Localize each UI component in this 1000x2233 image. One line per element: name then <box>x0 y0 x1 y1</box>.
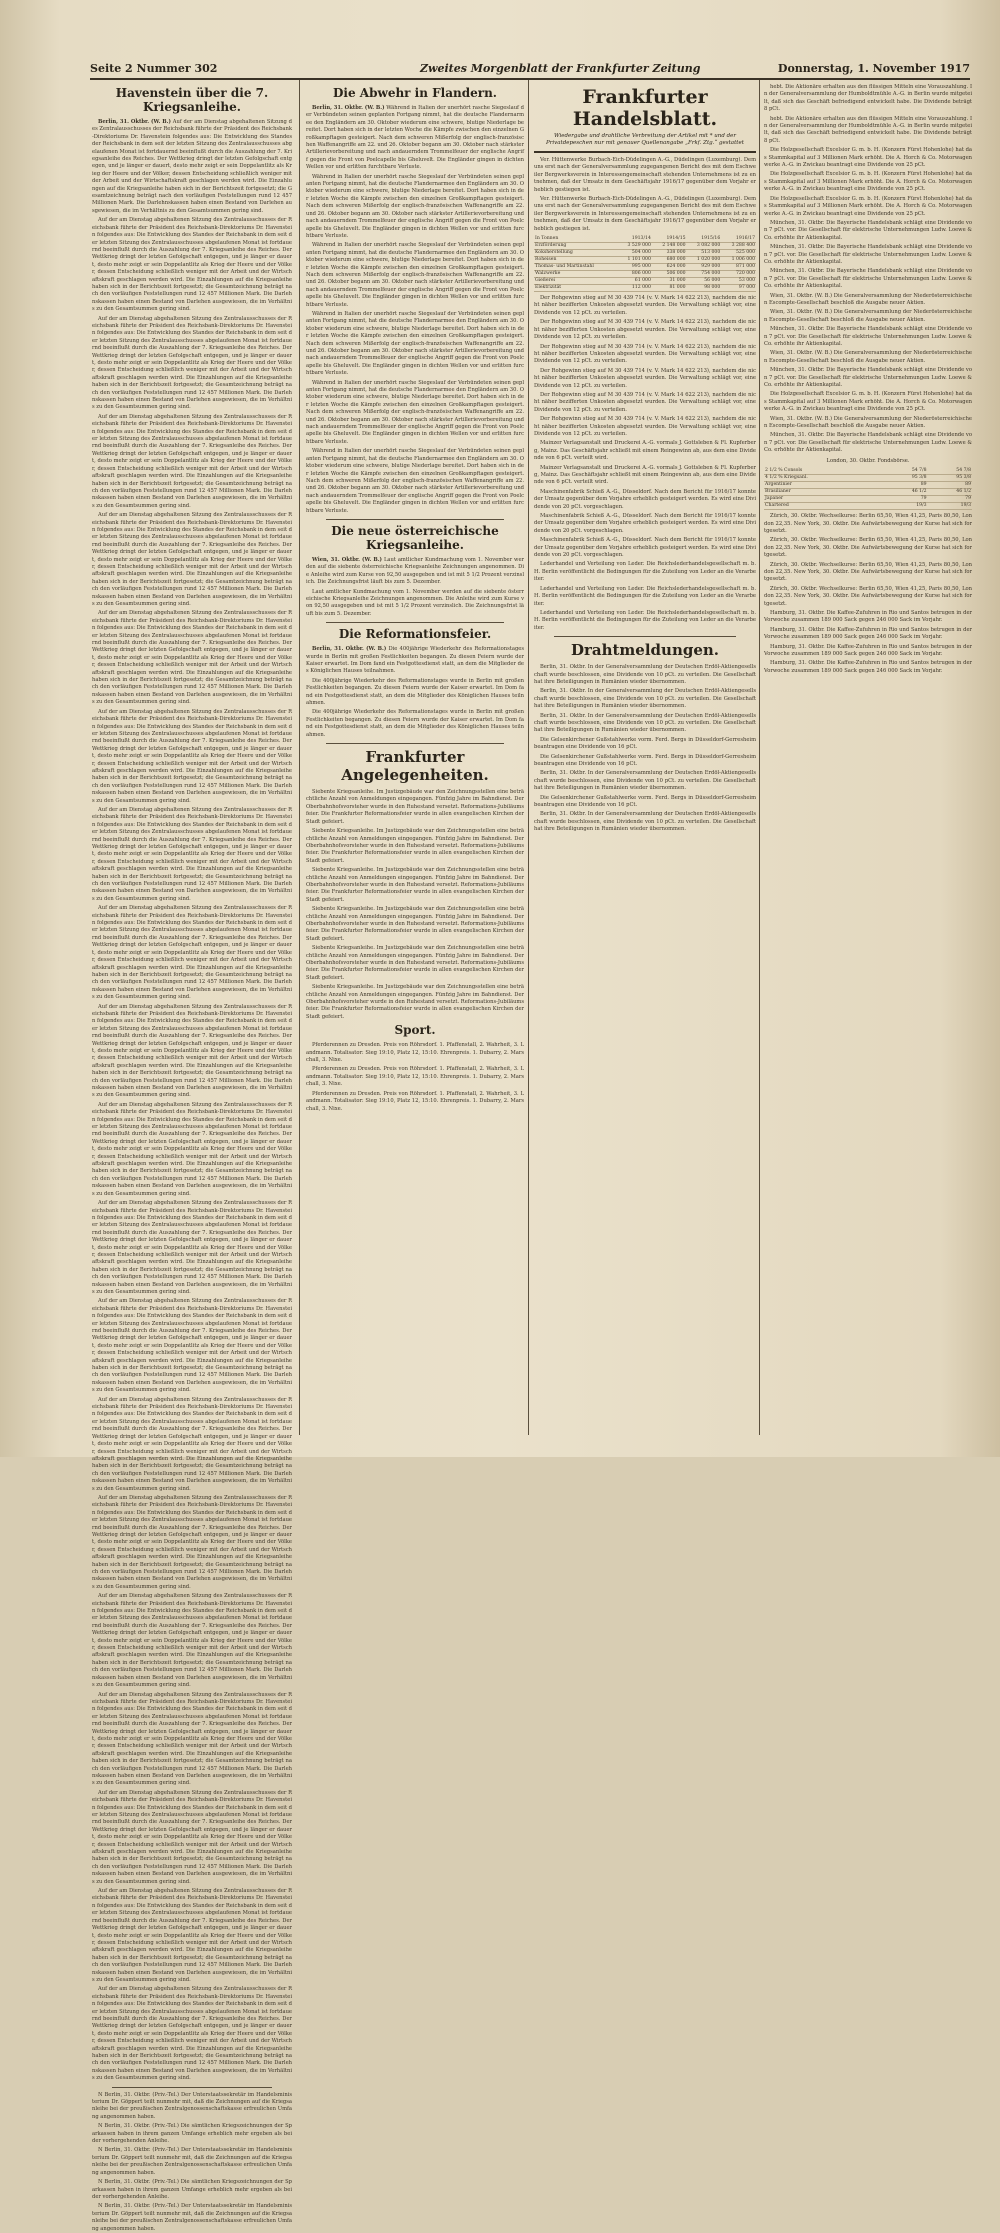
table-row <box>534 271 756 278</box>
table-cell: 46 1/2 <box>928 489 972 496</box>
article-body: Berlin, 31. Oktbr. (W. B.) Während in Italien der unerhört rasche Siegeslauf der Verbündeten seinen geplanten Fortgang nimmt, hat die deutsche Flandernarmee den Engländern am 30. Oktober wiederum eine schwere, blutige Niederlage bereitet. Dort haben sich in der letzten Woche die Kämpfe zwischen den einzelnen Großkampftagen gesteigert. Nach dem schweren Mißerfolg der englisch-französischen Waffenangriffe am 22. und 26. Oktober begann am 30. Oktober nach stärkster Artillerievorbereitung und nach andauerndem Trommelfeuer der englische Angriff gegen die Front von Poelcapelle bis Gheluvelt. Die Engländer gingen in dichten Wellen vor und erlitten furchtbare Verluste. Während in Italien der unerhört rasche Siegeslauf der Verbündeten seinen geplanten Fortgang nimmt, hat die deutsche Flandernarmee den Engländern am 30. Oktober wiederum eine schwere, blutige Niederlage bereitet. Dort haben sich in der letzten Woche die Kämpfe zwischen den einzelnen Großkampftagen gesteigert. Nach dem schweren Mißerfolg der englisch-französischen Waffenangriffe am 22. und 26. Oktober begann am 30. Oktober nach stärkster Artillerievorbereitung und nach andauerndem Trommelfeuer der englische Angriff gegen die Front von Poelcapelle bis Gheluvelt. Die Engländer gingen in dichten Wellen vor und erlitten furchtbare Verluste. Während in Italien der unerhört rasche Siegeslauf der Verbündeten seinen geplanten Fortgang nimmt, hat die deutsche Flandernarmee den Engländern am 30. Oktober wiederum eine schwere, blutige Niederlage bereitet. Dort haben sich in der letzten Woche die Kämpfe zwischen den einzelnen Großkampftagen gesteigert. Nach dem schweren Mißerfolg der englisch-französischen Waffenangriffe am 22. und 26. Oktober begann am 30. Oktober nach stärkster Artillerievorbereitung und nach andauerndem Trommelfeuer der englische Angriff gegen die Front von Poelcapelle bis Gheluvelt. Die Engländer gingen in dichten Wellen vor und erlitten furchtbare Verluste. Während in Italien der unerhört rasche Siegeslauf der Verbündeten seinen geplanten Fortgang nimmt, hat die deutsche Flandernarmee den Engländern am 30. Oktober wiederum eine schwere, blutige Niederlage bereitet. Dort haben sich in der letzten Woche die Kämpfe zwischen den einzelnen Großkampftagen gesteigert. Nach dem schweren Mißerfolg der englisch-französischen Waffenangriffe am 22. und 26. Oktober begann am 30. Oktober nach stärkster Artillerievorbereitung und nach andauerndem Trommelfeuer der englische Angriff gegen die Front von Poelcapelle bis Gheluvelt. Die Engländer gingen in dichten Wellen vor und erlitten furchtbare Verluste. Während in Italien der unerhört rasche Siegeslauf der Verbündeten seinen geplanten Fortgang nimmt, hat die deutsche Flandernarmee den Engländern am 30. Oktober wiederum eine schwere, blutige Niederlage bereitet. Dort haben sich in der letzten Woche die Kämpfe zwischen den einzelnen Großkampftagen gesteigert. Nach dem schweren Mißerfolg der englisch-französischen Waffenangriffe am 22. und 26. Oktober begann am 30. Oktober nach stärkster Artillerievorbereitung und nach andauerndem Trommelfeuer der englische Angriff gegen die Front von Poelcapelle bis Gheluvelt. Die Engländer gingen in dichten Wellen vor und erlitten furchtbare Verluste. Während in Italien der unerhört rasche Siegeslauf der Verbündeten seinen geplanten Fortgang nimmt, hat die deutsche Flandernarmee den Engländern am 30. Oktober wiederum eine schwere, blutige Niederlage bereitet. Dort haben sich in der letzten Woche die Kämpfe zwischen den einzelnen Großkampftagen gesteigert. Nach dem schweren Mißerfolg der englisch-französischen Waffenangriffe am 22. und 26. Oktober begann am 30. Oktober nach stärkster Artillerievorbereitung und nach andauerndem Trommelfeuer der englische Angriff gegen die Front von Poelcapelle bis Gheluvelt. Die Engländer gingen in dichten Wellen vor und erlitten furchtbare Verluste. <box>306 105 525 514</box>
issue-date: Donnerstag, 1. November 1917 <box>777 62 970 75</box>
table-header-cell: 1914/15 <box>652 236 687 243</box>
newspaper-masthead: Zweites Morgenblatt der Frankfurter Zeitung <box>420 62 701 75</box>
table-cell: 929 000 <box>687 264 722 271</box>
table-cell: 338 000 <box>652 250 687 257</box>
table-header-cell: In Tonnen <box>534 236 617 243</box>
table-cell: 53 000 <box>721 278 756 285</box>
table-cell: 89 <box>883 482 927 489</box>
column-1 <box>92 84 292 2232</box>
table-cell: 95 3/8 <box>883 475 927 482</box>
table-cell: 46 1/2 <box>883 489 927 496</box>
article-headline: Die Abwehr in Flandern. <box>333 86 497 100</box>
table-cell: 871 000 <box>721 264 756 271</box>
table-cell: Brasilianer <box>764 489 883 496</box>
table-cell: 79 <box>883 496 927 503</box>
article-body: Siebente Kriegsanleihe. Im Justizgebäude war den Zeichnungsstellen eine beträchtliche Anzahl von Anmeldungen eingegangen. Fünfzig Jahre im Bahndienst. Der Oberbahnhofsvorsteher wurde in den Ruhestand versetzt. Reformations-Jubiläumsfeier. Die Frankfurter Reformationsfeier wurde in allen evangelischen Kirchen der Stadt gefeiert. Siebente Kriegsanleihe. Im Justizgebäude war den Zeichnungsstellen eine beträchtliche Anzahl von Anmeldungen eingegangen. Fünfzig Jahre im Bahndienst. Der Oberbahnhofsvorsteher wurde in den Ruhestand versetzt. Reformations-Jubiläumsfeier. Die Frankfurter Reformationsfeier wurde in allen evangelischen Kirchen der Stadt gefeiert. Siebente Kriegsanleihe. Im Justizgebäude war den Zeichnungsstellen eine beträchtliche Anzahl von Anmeldungen eingegangen. Fünfzig Jahre im Bahndienst. Der Oberbahnhofsvorsteher wurde in den Ruhestand versetzt. Reformations-Jubiläumsfeier. Die Frankfurter Reformationsfeier wurde in allen evangelischen Kirchen der Stadt gefeiert. Siebente Kriegsanleihe. Im Justizgebäude war den Zeichnungsstellen eine beträchtliche Anzahl von Anmeldungen eingegangen. Fünfzig Jahre im Bahndienst. Der Oberbahnhofsvorsteher wurde in den Ruhestand versetzt. Reformations-Jubiläumsfeier. Die Frankfurter Reformationsfeier wurde in allen evangelischen Kirchen der Stadt gefeiert. Siebente Kriegsanleihe. Im Justizgebäude war den Zeichnungsstellen eine beträchtliche Anzahl von Anmeldungen eingegangen. Fünfzig Jahre im Bahndienst. Der Oberbahnhofsvorsteher wurde in den Ruhestand versetzt. Reformations-Jubiläumsfeier. Die Frankfurter Reformationsfeier wurde in allen evangelischen Kirchen der Stadt gefeiert. Siebente Kriegsanleihe. Im Justizgebäude war den Zeichnungsstellen eine beträchtliche Anzahl von Anmeldungen eingegangen. Fünfzig Jahre im Bahndienst. Der Oberbahnhofsvorsteher wurde in den Ruhestand versetzt. Reformations-Jubiläumsfeier. Die Frankfurter Reformationsfeier wurde in allen evangelischen Kirchen der Stadt gefeiert. <box>306 789 524 1020</box>
article-body: Der Rohgewinn stieg auf M 30 439 714 (v. V. Mark 14 622 213), nachdem die nicht näher bezifferten Unkosten abgesetzt wurden. Die Verwaltung schlägt vor, eine Dividende von 12 pCt. zu verteilen. Der Rohgewinn stieg auf M 30 439 714 (v. V. Mark 14 622 213), nachdem die nicht näher bezifferten Unkosten abgesetzt wurden. Die Verwaltung schlägt vor, eine Dividende von 12 pCt. zu verteilen. Der Rohgewinn stieg auf M 30 439 714 (v. V. Mark 14 622 213), nachdem die nicht näher bezifferten Unkosten abgesetzt wurden. Die Verwaltung schlägt vor, eine Dividende von 12 pCt. zu verteilen. Der Rohgewinn stieg auf M 30 439 714 (v. V. Mark 14 622 213), nachdem die nicht näher bezifferten Unkosten abgesetzt wurden. Die Verwaltung schlägt vor, eine Dividende von 12 pCt. zu verteilen. Der Rohgewinn stieg auf M 30 439 714 (v. V. Mark 14 622 213), nachdem die nicht näher bezifferten Unkosten abgesetzt wurden. Die Verwaltung schlägt vor, eine Dividende von 12 pCt. zu verteilen. Der Rohgewinn stieg auf M 30 439 714 (v. V. Mark 14 622 213), nachdem die nicht näher bezifferten Unkosten abgesetzt wurden. Die Verwaltung schlägt vor, eine Dividende von 12 pCt. zu verteilen. Mainzer Verlagsanstalt und Druckerei A.-G. vormals J. Gottsleben & Fl. Kupferberg, Mainz. Das Geschäftsjahr schließt mit einem Reingewinn ab, aus dem eine Dividende von 6 pCt. verteilt wird. Mainzer Verlagsanstalt und Druckerei A.-G. vormals J. Gottsleben & Fl. Kupferberg, Mainz. Das Geschäftsjahr schließt mit einem Reingewinn ab, aus dem eine Dividende von 6 pCt. verteilt wird. Maschinenfabrik Schieß A.-G., Düsseldorf. Nach dem Bericht für 1916/17 konnte der Umsatz gegenüber dem Vorjahre erheblich gesteigert werden. Es wird eine Dividende von 20 pCt. vorgeschlagen. Maschinenfabrik Schieß A.-G., Düsseldorf. Nach dem Bericht für 1916/17 konnte der Umsatz gegenüber dem Vorjahre erheblich gesteigert werden. Es wird eine Dividende von 20 pCt. vorgeschlagen. Maschinenfabrik Schieß A.-G., Düsseldorf. Nach dem Bericht für 1916/17 konnte der Umsatz gegenüber dem Vorjahre erheblich gesteigert werden. Es wird eine Dividende von 20 pCt. vorgeschlagen. Lederhandel und Verteilung von Leder. Die Reichslederhandelsgesellschaft m. b. H. Berlin veröffentlicht die Bedingungen für die Zuteilung von Leder an die Verarbeiter. Lederhandel und Verteilung von Leder. Die Reichslederhandelsgesellschaft m. b. H. Berlin veröffentlicht die Bedingungen für die Zuteilung von Leder an die Verarbeiter. Lederhandel und Verteilung von Leder. Die Reichslederhandelsgesellschaft m. b. H. Berlin veröffentlicht die Bedingungen für die Zuteilung von Leder an die Verarbeiter. <box>534 295 756 631</box>
article-body: Berlin, 31. Oktbr. (W. B.) Auf der am Dienstag abgehaltenen Sitzung des Zentralausschusses der Reichsbank führte der Präsident des Reichsbank-Direktoriums Dr. Havenstein folgendes aus: Die Entwicklung des Standes der Reichsbank in dem seit der letzten Sitzung des Zentralausschusses abgelaufenen Monat ist fortdauernd beeinflußt durch die Auszahlung der 7. Kriegsanleihe des Reiches. Der Wettkrieg dringt der letzten Gefolgschaft entgegen, und je länger er dauert, desto mehr zeigt er sein Doppelantlitz als Krieg der Heere und der Völker, dessen Entscheidung schließlich weniger mit der Arbeit und der Wirtschaftskraft geschlagen werden wird. Die Einzahlungen auf die Kriegsanleihe haben sich in der Berichtszeit fortgesetzt; die Gesamtzeichnung beträgt nach den vorläufigen Feststellungen rund 12 457 Millionen Mark. Die Darlehnskassen haben einen Bestand von Darlehen ausgewiesen, die im Verhältnis zu den Gesamtsummen gering sind. Auf der am Dienstag abgehaltenen Sitzung des Zentralausschusses der Reichsbank führte der Präsident des Reichsbank-Direktoriums Dr. Havenstein folgendes aus: Die Entwicklung des Standes der Reichsbank in dem seit der letzten Sitzung des Zentralausschusses abgelaufenen Monat ist fortdauernd beeinflußt durch die Auszahlung der 7. Kriegsanleihe des Reiches. Der Wettkrieg dringt der letzten Gefolgschaft entgegen, und je länger er dauert, desto mehr zeigt er sein Doppelantlitz als Krieg der Heere und der Völker, dessen Entscheidung schließlich weniger mit der Arbeit und der Wirtschaftskraft geschlagen werden wird. Die Einzahlungen auf die Kriegsanleihe haben sich in der Berichtszeit fortgesetzt; die Gesamtzeichnung beträgt nach den vorläufigen Feststellungen rund 12 457 Millionen Mark. Die Darlehnskassen haben einen Bestand von Darlehen ausgewiesen, die im Verhältnis zu den Gesamtsummen gering sind. Auf der am Dienstag abgehaltenen Sitzung des Zentralausschusses der Reichsbank führte der Präsident des Reichsbank-Direktoriums Dr. Havenstein folgendes aus: Die Entwicklung des Standes der Reichsbank in dem seit der letzten Sitzung des Zentralausschusses abgelaufenen Monat ist fortdauernd beeinflußt durch die Auszahlung der 7. Kriegsanleihe des Reiches. Der Wettkrieg dringt der letzten Gefolgschaft entgegen, und je länger er dauert, desto mehr zeigt er sein Doppelantlitz als Krieg der Heere und der Völker, dessen Entscheidung schließlich weniger mit der Arbeit und der Wirtschaftskraft geschlagen werden wird. Die Einzahlungen auf die Kriegsanleihe haben sich in der Berichtszeit fortgesetzt; die Gesamtzeichnung beträgt nach den vorläufigen Feststellungen rund 12 457 Millionen Mark. Die Darlehnskassen haben einen Bestand von Darlehen ausgewiesen, die im Verhältnis zu den Gesamtsummen gering sind. Auf der am Dienstag abgehaltenen Sitzung des Zentralausschusses der Reichsbank führte der Präsident des Reichsbank-Direktoriums Dr. Havenstein folgendes aus: Die Entwicklung des Standes der Reichsbank in dem seit der letzten Sitzung des Zentralausschusses abgelaufenen Monat ist fortdauernd beeinflußt durch die Auszahlung der 7. Kriegsanleihe des Reiches. Der Wettkrieg dringt der letzten Gefolgschaft entgegen, und je länger er dauert, desto mehr zeigt er sein Doppelantlitz als Krieg der Heere und der Völker, dessen Entscheidung schließlich weniger mit der Arbeit und der Wirtschaftskraft geschlagen werden wird. Die Einzahlungen auf die Kriegsanleihe haben sich in der Berichtszeit fortgesetzt; die Gesamtzeichnung beträgt nach den vorläufigen Feststellungen rund 12 457 Millionen Mark. Die Darlehnskassen haben einen Bestand von Darlehen ausgewiesen, die im Verhältnis zu den Gesamtsummen gering sind. Auf der am Dienstag abgehaltenen Sitzung des Zentralausschusses der Reichsbank führte der Präsident des Reichsbank-Direktoriums Dr. Havenstein folgendes aus: Die Entwicklung des Standes der Reichsbank in dem seit der letzten Sitzung des Zentralausschusses abgelaufenen Monat ist fortdauernd beeinflußt durch die Auszahlung der 7. Kriegsanleihe des Reiches. Der Wettkrieg dringt der letzten Gefolgschaft entgegen, und je länger er dauert, desto mehr zeigt er sein Doppelantlitz als Krieg der Heere und der Völker, dessen Entscheidung schließlich weniger mit der Arbeit und der Wirtschaftskraft geschlagen werden wird. Die Einzahlungen auf die Kriegsanleihe haben sich in der Berichtszeit fortgesetzt; die Gesamtzeichnung beträgt nach den vorläufigen Feststellungen rund 12 457 Millionen Mark. Die Darlehnskassen haben einen Bestand von Darlehen ausgewiesen, die im Verhältnis zu den Gesamtsummen gering sind. Auf der am Dienstag abgehaltenen Sitzung des Zentralausschusses der Reichsbank führte der Präsident des Reichsbank-Direktoriums Dr. Havenstein folgendes aus: Die Entwicklung des Standes der Reichsbank in dem seit der letzten Sitzung des Zentralausschusses abgelaufenen Monat ist fortdauernd beeinflußt durch die Auszahlung der 7. Kriegsanleihe des Reiches. Der Wettkrieg dringt der letzten Gefolgschaft entgegen, und je länger er dauert, desto mehr zeigt er sein Doppelantlitz als Krieg der Heere und der Völker, dessen Entscheidung schließlich weniger mit der Arbeit und der Wirtschaftskraft geschlagen werden wird. Die Einzahlungen auf die Kriegsanleihe haben sich in der Berichtszeit fortgesetzt; die Gesamtzeichnung beträgt nach den vorläufigen Feststellungen rund 12 457 Millionen Mark. Die Darlehnskassen haben einen Bestand von Darlehen ausgewiesen, die im Verhältnis zu den Gesamtsummen gering sind. Auf der am Dienstag abgehaltenen Sitzung des Zentralausschusses der Reichsbank führte der Präsident des Reichsbank-Direktoriums Dr. Havenstein folgendes aus: Die Entwicklung des Standes der Reichsbank in dem seit der letzten Sitzung des Zentralausschusses abgelaufenen Monat ist fortdauernd beeinflußt durch die Auszahlung der 7. Kriegsanleihe des Reiches. Der Wettkrieg dringt der letzten Gefolgschaft entgegen, und je länger er dauert, desto mehr zeigt er sein Doppelantlitz als Krieg der Heere und der Völker, dessen Entscheidung schließlich weniger mit der Arbeit und der Wirtschaftskraft geschlagen werden wird. Die Einzahlungen auf die Kriegsanleihe haben sich in der Berichtszeit fortgesetzt; die Gesamtzeichnung beträgt nach den vorläufigen Feststellungen rund 12 457 Millionen Mark. Die Darlehnskassen haben einen Bestand von Darlehen ausgewiesen, die im Verhältnis zu den Gesamtsummen gering sind. Auf der am Dienstag abgehaltenen Sitzung des Zentralausschusses der Reichsbank führte der Präsident des Reichsbank-Direktoriums Dr. Havenstein folgendes aus: Die Entwicklung des Standes der Reichsbank in dem seit der letzten Sitzung des Zentralausschusses abgelaufenen Monat ist fortdauernd beeinflußt durch die Auszahlung der 7. Kriegsanleihe des Reiches. Der Wettkrieg dringt der letzten Gefolgschaft entgegen, und je länger er dauert, desto mehr zeigt er sein Doppelantlitz als Krieg der Heere und der Völker, dessen Entscheidung schließlich weniger mit der Arbeit und der Wirtschaftskraft geschlagen werden wird. Die Einzahlungen auf die Kriegsanleihe haben sich in der Berichtszeit fortgesetzt; die Gesamtzeichnung beträgt nach den vorläufigen Feststellungen rund 12 457 Millionen Mark. Die Darlehnskassen haben einen Bestand von Darlehen ausgewiesen, die im Verhältnis zu den Gesamtsummen gering sind. Auf der am Dienstag abgehaltenen Sitzung des Zentralausschusses der Reichsbank führte der Präsident des Reichsbank-Direktoriums Dr. Havenstein folgendes aus: Die Entwicklung des Standes der Reichsbank in dem seit der letzten Sitzung des Zentralausschusses abgelaufenen Monat ist fortdauernd beeinflußt durch die Auszahlung der 7. Kriegsanleihe des Reiches. Der Wettkrieg dringt der letzten Gefolgschaft entgegen, und je länger er dauert, desto mehr zeigt er sein Doppelantlitz als Krieg der Heere und der Völker, dessen Entscheidung schließlich weniger mit der Arbeit und der Wirtschaftskraft geschlagen werden wird. Die Einzahlungen auf die Kriegsanleihe haben sich in der Berichtszeit fortgesetzt; die Gesamtzeichnung beträgt nach den vorläufigen Feststellungen rund 12 457 Millionen Mark. Die Darlehnskassen haben einen Bestand von Darlehen ausgewiesen, die im Verhältnis zu den Gesamtsummen gering sind. Auf der am Dienstag abgehaltenen Sitzung des Zentralausschusses der Reichsbank führte der Präsident des Reichsbank-Direktoriums Dr. Havenstein folgendes aus: Die Entwicklung des Standes der Reichsbank in dem seit der letzten Sitzung des Zentralausschusses abgelaufenen Monat ist fortdauernd beeinflußt durch die Auszahlung der 7. Kriegsanleihe des Reiches. Der Wettkrieg dringt der letzten Gefolgschaft entgegen, und je länger er dauert, desto mehr zeigt er sein Doppelantlitz als Krieg der Heere und der Völker, dessen Entscheidung schließlich weniger mit der Arbeit und der Wirtschaftskraft geschlagen werden wird. Die Einzahlungen auf die Kriegsanleihe haben sich in der Berichtszeit fortgesetzt; die Gesamtzeichnung beträgt nach den vorläufigen Feststellungen rund 12 457 Millionen Mark. Die Darlehnskassen haben einen Bestand von Darlehen ausgewiesen, die im Verhältnis zu den Gesamtsummen gering sind. Auf der am Dienstag abgehaltenen Sitzung des Zentralausschusses der Reichsbank führte der Präsident des Reichsbank-Direktoriums Dr. Havenstein folgendes aus: Die Entwicklung des Standes der Reichsbank in dem seit der letzten Sitzung des Zentralausschusses abgelaufenen Monat ist fortdauernd beeinflußt durch die Auszahlung der 7. Kriegsanleihe des Reiches. Der Wettkrieg dringt der letzten Gefolgschaft entgegen, und je länger er dauert, desto mehr zeigt er sein Doppelantlitz als Krieg der Heere und der Völker, dessen Entscheidung schließlich weniger mit der Arbeit und der Wirtschaftskraft geschlagen werden wird. Die Einzahlungen auf die Kriegsanleihe haben sich in der Berichtszeit fortgesetzt; die Gesamtzeichnung beträgt nach den vorläufigen Feststellungen rund 12 457 Millionen Mark. Die Darlehnskassen haben einen Bestand von Darlehen ausgewiesen, die im Verhältnis zu den Gesamtsummen gering sind. Auf der am Dienstag abgehaltenen Sitzung des Zentralausschusses der Reichsbank führte der Präsident des Reichsbank-Direktoriums Dr. Havenstein folgendes aus: Die Entwicklung des Standes der Reichsbank in dem seit der letzten Sitzung des Zentralausschusses abgelaufenen Monat ist fortdauernd beeinflußt durch die Auszahlung der 7. Kriegsanleihe des Reiches. Der Wettkrieg dringt der letzten Gefolgschaft entgegen, und je länger er dauert, desto mehr zeigt er sein Doppelantlitz als Krieg der Heere und der Völker, dessen Entscheidung schließlich weniger mit der Arbeit und der Wirtschaftskraft geschlagen werden wird. Die Einzahlungen auf die Kriegsanleihe haben sich in der Berichtszeit fortgesetzt; die Gesamtzeichnung beträgt nach den vorläufigen Feststellungen rund 12 457 Millionen Mark. Die Darlehnskassen haben einen Bestand von Darlehen ausgewiesen, die im Verhältnis zu den Gesamtsummen gering sind. Auf der am Dienstag abgehaltenen Sitzung des Zentralausschusses der Reichsbank führte der Präsident des Reichsbank-Direktoriums Dr. Havenstein folgendes aus: Die Entwicklung des Standes der Reichsbank in dem seit der letzten Sitzung des Zentralausschusses abgelaufenen Monat ist fortdauernd beeinflußt durch die Auszahlung der 7. Kriegsanleihe des Reiches. Der Wettkrieg dringt der letzten Gefolgschaft entgegen, und je länger er dauert, desto mehr zeigt er sein Doppelantlitz als Krieg der Heere und der Völker, dessen Entscheidung schließlich weniger mit der Arbeit und der Wirtschaftskraft geschlagen werden wird. Die Einzahlungen auf die Kriegsanleihe haben sich in der Berichtszeit fortgesetzt; die Gesamtzeichnung beträgt nach den vorläufigen Feststellungen rund 12 457 Millionen Mark. Die Darlehnskassen haben einen Bestand von Darlehen ausgewiesen, die im Verhältnis zu den Gesamtsummen gering sind. Auf der am Dienstag abgehaltenen Sitzung des Zentralausschusses der Reichsbank führte der Präsident des Reichsbank-Direktoriums Dr. Havenstein folgendes aus: Die Entwicklung des Standes der Reichsbank in dem seit der letzten Sitzung des Zentralausschusses abgelaufenen Monat ist fortdauernd beeinflußt durch die Auszahlung der 7. Kriegsanleihe des Reiches. Der Wettkrieg dringt der letzten Gefolgschaft entgegen, und je länger er dauert, desto mehr zeigt er sein Doppelantlitz als Krieg der Heere und der Völker, dessen Entscheidung schließlich weniger mit der Arbeit und der Wirtschaftskraft geschlagen werden wird. Die Einzahlungen auf die Kriegsanleihe haben sich in der Berichtszeit fortgesetzt; die Gesamtzeichnung beträgt nach den vorläufigen Feststellungen rund 12 457 Millionen Mark. Die Darlehnskassen haben einen Bestand von Darlehen ausgewiesen, die im Verhältnis zu den Gesamtsummen gering sind. Auf der am Dienstag abgehaltenen Sitzung des Zentralausschusses der Reichsbank führte der Präsident des Reichsbank-Direktoriums Dr. Havenstein folgendes aus: Die Entwicklung des Standes der Reichsbank in dem seit der letzten Sitzung des Zentralausschusses abgelaufenen Monat ist fortdauernd beeinflußt durch die Auszahlung der 7. Kriegsanleihe des Reiches. Der Wettkrieg dringt der letzten Gefolgschaft entgegen, und je länger er dauert, desto mehr zeigt er sein Doppelantlitz als Krieg der Heere und der Völker, dessen Entscheidung schließlich weniger mit der Arbeit und der Wirtschaftskraft geschlagen werden wird. Die Einzahlungen auf die Kriegsanleihe haben sich in der Berichtszeit fortgesetzt; die Gesamtzeichnung beträgt nach den vorläufigen Feststellungen rund 12 457 Millionen Mark. Die Darlehnskassen haben einen Bestand von Darlehen ausgewiesen, die im Verhältnis zu den Gesamtsummen gering sind. Auf der am Dienstag abgehaltenen Sitzung des Zentralausschusses der Reichsbank führte der Präsident des Reichsbank-Direktoriums Dr. Havenstein folgendes aus: Die Entwicklung des Standes der Reichsbank in dem seit der letzten Sitzung des Zentralausschusses abgelaufenen Monat ist fortdauernd beeinflußt durch die Auszahlung der 7. Kriegsanleihe des Reiches. Der Wettkrieg dringt der letzten Gefolgschaft entgegen, und je länger er dauert, desto mehr zeigt er sein Doppelantlitz als Krieg der Heere und der Völker, dessen Entscheidung schließlich weniger mit der Arbeit und der Wirtschaftskraft geschlagen werden wird. Die Einzahlungen auf die Kriegsanleihe haben sich in der Berichtszeit fortgesetzt; die Gesamtzeichnung beträgt nach den vorläufigen Feststellungen rund 12 457 Millionen Mark. Die Darlehnskassen haben einen Bestand von Darlehen ausgewiesen, die im Verhältnis zu den Gesamtsummen gering sind. Auf der am Dienstag abgehaltenen Sitzung des Zentralausschusses der Reichsbank führte der Präsident des Reichsbank-Direktoriums Dr. Havenstein folgendes aus: Die Entwicklung des Standes der Reichsbank in dem seit der letzten Sitzung des Zentralausschusses abgelaufenen Monat ist fortdauernd beeinflußt durch die Auszahlung der 7. Kriegsanleihe des Reiches. Der Wettkrieg dringt der letzten Gefolgschaft entgegen, und je länger er dauert, desto mehr zeigt er sein Doppelantlitz als Krieg der Heere und der Völker, dessen Entscheidung schließlich weniger mit der Arbeit und der Wirtschaftskraft geschlagen werden wird. Die Einzahlungen auf die Kriegsanleihe haben sich in der Berichtszeit fortgesetzt; die Gesamtzeichnung beträgt nach den vorläufigen Feststellungen rund 12 457 Millionen Mark. Die Darlehnskassen haben einen Bestand von Darlehen ausgewiesen, die im Verhältnis zu den Gesamtsummen gering sind. Auf der am Dienstag abgehaltenen Sitzung des Zentralausschusses der Reichsbank führte der Präsident des Reichsbank-Direktoriums Dr. Havenstein folgendes aus: Die Entwicklung des Standes der Reichsbank in dem seit der letzten Sitzung des Zentralausschusses abgelaufenen Monat ist fortdauernd beeinflußt durch die Auszahlung der 7. Kriegsanleihe des Reiches. Der Wettkrieg dringt der letzten Gefolgschaft entgegen, und je länger er dauert, desto mehr zeigt er sein Doppelantlitz als Krieg der Heere und der Völker, dessen Entscheidung schließlich weniger mit der Arbeit und der Wirtschaftskraft geschlagen werden wird. Die Einzahlungen auf die Kriegsanleihe haben sich in der Berichtszeit fortgesetzt; die Gesamtzeichnung beträgt nach den vorläufigen Feststellungen rund 12 457 Millionen Mark. Die Darlehnskassen haben einen Bestand von Darlehen ausgewiesen, die im Verhältnis zu den Gesamtsummen gering sind. Auf der am Dienstag abgehaltenen Sitzung des Zentralausschusses der Reichsbank führte der Präsident des Reichsbank-Direktoriums Dr. Havenstein folgendes aus: Die Entwicklung des Standes der Reichsbank in dem seit der letzten Sitzung des Zentralausschusses abgelaufenen Monat ist fortdauernd beeinflußt durch die Auszahlung der 7. Kriegsanleihe des Reiches. Der Wettkrieg dringt der letzten Gefolgschaft entgegen, und je länger er dauert, desto mehr zeigt er sein Doppelantlitz als Krieg der Heere und der Völker, dessen Entscheidung schließlich weniger mit der Arbeit und der Wirtschaftskraft geschlagen werden wird. Die Einzahlungen auf die Kriegsanleihe haben sich in der Berichtszeit fortgesetzt; die Gesamtzeichnung beträgt nach den vorläufigen Feststellungen rund 12 457 Millionen Mark. Die Darlehnskassen haben einen Bestand von Darlehen ausgewiesen, die im Verhältnis zu den Gesamtsummen gering sind. Auf der am Dienstag abgehaltenen Sitzung des Zentralausschusses der Reichsbank führte der Präsident des Reichsbank-Direktoriums Dr. Havenstein folgendes aus: Die Entwicklung des Standes der Reichsbank in dem seit der letzten Sitzung des Zentralausschusses abgelaufenen Monat ist fortdauernd beeinflußt durch die Auszahlung der 7. Kriegsanleihe des Reiches. Der Wettkrieg dringt der letzten Gefolgschaft entgegen, und je länger er dauert, desto mehr zeigt er sein Doppelantlitz als Krieg der Heere und der Völker, dessen Entscheidung schließlich weniger mit der Arbeit und der Wirtschaftskraft geschlagen werden wird. Die Einzahlungen auf die Kriegsanleihe haben sich in der Berichtszeit fortgesetzt; die Gesamtzeichnung beträgt nach den vorläufigen Feststellungen rund 12 457 Millionen Mark. Die Darlehnskassen haben einen Bestand von Darlehen ausgewiesen, die im Verhältnis zu den Gesamtsummen gering sind. <box>92 119 292 2082</box>
table-row <box>764 482 972 489</box>
table-row <box>764 496 972 503</box>
table-cell: 95 3/8 <box>928 475 972 482</box>
table-cell: 19/3 <box>883 503 927 510</box>
table-cell: Roheisen <box>534 257 617 264</box>
article-body: hebt. Die Aktionäre erhalten aus den flüssigen Mitteln eine Vorauszahlung. In der Generalversammlung der Humboldtmühle A.-G. in Berlin wurde mitgeteilt, daß sich das Geschäft befriedigend entwickelt habe. Die Dividende beträgt 8 pCt. hebt. Die Aktionäre erhalten aus den flüssigen Mitteln eine Vorauszahlung. In der Generalversammlung der Humboldtmühle A.-G. in Berlin wurde mitgeteilt, daß sich das Geschäft befriedigend entwickelt habe. Die Dividende beträgt 8 pCt. Die Holzgesellschaft Excelsior G. m. b. H. (Konzern Fürst Hohenlohe) hat das Stammkapital auf 3 Millionen Mark erhöht. Die A. Horch & Co. Motorwagenwerke A.-G. in Zwickau beantragt eine Dividende von 25 pCt. Die Holzgesellschaft Excelsior G. m. b. H. (Konzern Fürst Hohenlohe) hat das Stammkapital auf 3 Millionen Mark erhöht. Die A. Horch & Co. Motorwagenwerke A.-G. in Zwickau beantragt eine Dividende von 25 pCt. Die Holzgesellschaft Excelsior G. m. b. H. (Konzern Fürst Hohenlohe) hat das Stammkapital auf 3 Millionen Mark erhöht. Die A. Horch & Co. Motorwagenwerke A.-G. in Zwickau beantragt eine Dividende von 25 pCt. München, 31. Oktbr. Die Bayerische Handelsbank schlägt eine Dividende von 7 pCt. vor. Die Gesellschaft für elektrische Unternehmungen Ludw. Loewe & Co. erhöhte ihr Aktienkapital. München, 31. Oktbr. Die Bayerische Handelsbank schlägt eine Dividende von 7 pCt. vor. Die Gesellschaft für elektrische Unternehmungen Ludw. Loewe & Co. erhöhte ihr Aktienkapital. München, 31. Oktbr. Die Bayerische Handelsbank schlägt eine Dividende von 7 pCt. vor. Die Gesellschaft für elektrische Unternehmungen Ludw. Loewe & Co. erhöhte ihr Aktienkapital. Wien, 31. Oktbr. (W. B.) Die Generalversammlung der Niederösterreichischen Escompte-Gesellschaft beschloß die Ausgabe neuer Aktien. Wien, 31. Oktbr. (W. B.) Die Generalversammlung der Niederösterreichischen Escompte-Gesellschaft beschloß die Ausgabe neuer Aktien. München, 31. Oktbr. Die Bayerische Handelsbank schlägt eine Dividende von 7 pCt. vor. Die Gesellschaft für elektrische Unternehmungen Ludw. Loewe & Co. erhöhte ihr Aktienkapital. Wien, 31. Oktbr. (W. B.) Die Generalversammlung der Niederösterreichischen Escompte-Gesellschaft beschloß die Ausgabe neuer Aktien. München, 31. Oktbr. Die Bayerische Handelsbank schlägt eine Dividende von 7 pCt. vor. Die Gesellschaft für elektrische Unternehmungen Ludw. Loewe & Co. erhöhte ihr Aktienkapital. Die Holzgesellschaft Excelsior G. m. b. H. (Konzern Fürst Hohenlohe) hat das Stammkapital auf 3 Millionen Mark erhöht. Die A. Horch & Co. Motorwagenwerke A.-G. in Zwickau beantragt eine Dividende von 25 pCt. Wien, 31. Oktbr. (W. B.) Die Generalversammlung der Niederösterreichischen Escompte-Gesellschaft beschloß die Ausgabe neuer Aktien. München, 31. Oktbr. Die Bayerische Handelsbank schlägt eine Dividende von 7 pCt. vor. Die Gesellschaft für elektrische Unternehmungen Ludw. Loewe & Co. erhöhte ihr Aktienkapital. <box>764 84 972 454</box>
article-body: Berlin, 31. Oktbr. In der Generalversammlung der Deutschen Erdöl-Aktiengesellschaft wurde beschlossen, eine Dividende von 10 pCt. zu verteilen. Die Gesellschaft hat ihre Beteiligungen in Rumänien wieder übernommen. Berlin, 31. Oktbr. In der Generalversammlung der Deutschen Erdöl-Aktiengesellschaft wurde beschlossen, eine Dividende von 10 pCt. zu verteilen. Die Gesellschaft hat ihre Beteiligungen in Rumänien wieder übernommen. Berlin, 31. Oktbr. In der Generalversammlung der Deutschen Erdöl-Aktiengesellschaft wurde beschlossen, eine Dividende von 10 pCt. zu verteilen. Die Gesellschaft hat ihre Beteiligungen in Rumänien wieder übernommen. Die Gelsenkirchener Gußstahlwerke vorm. Ferd. Bergs in Düsseldorf-Gerresheim beantragen eine Dividende von 16 pCt. Die Gelsenkirchener Gußstahlwerke vorm. Ferd. Bergs in Düsseldorf-Gerresheim beantragen eine Dividende von 16 pCt. Berlin, 31. Oktbr. In der Generalversammlung der Deutschen Erdöl-Aktiengesellschaft wurde beschlossen, eine Dividende von 10 pCt. zu verteilen. Die Gesellschaft hat ihre Beteiligungen in Rumänien wieder übernommen. Die Gelsenkirchener Gußstahlwerke vorm. Ferd. Bergs in Düsseldorf-Gerresheim beantragen eine Dividende von 16 pCt. Berlin, 31. Oktbr. In der Generalversammlung der Deutschen Erdöl-Aktiengesellschaft wurde beschlossen, eine Dividende von 10 pCt. zu verteilen. Die Gesellschaft hat ihre Beteiligungen in Rumänien wieder übernommen. <box>534 664 756 833</box>
table-cell: Walzwerke <box>534 271 617 278</box>
production-table <box>534 236 756 292</box>
table-header-cell: 1916/17 <box>721 236 756 243</box>
table-cell: Thomas- und Martinstahl <box>534 264 617 271</box>
table-cell: Gießerei <box>534 278 617 285</box>
article-headline: Die neue österreichische Kriegsanleihe. <box>331 523 499 552</box>
section-subtitle: Wiedergabe und drahtliche Verbreitung der Artikel mit * und der Privatdepeschen nur mit genauer Quellenangabe „Frkf. Ztg.“ gestattet <box>546 133 744 146</box>
column-2 <box>306 84 524 1434</box>
table-cell: 525 000 <box>721 250 756 257</box>
table-cell: 3 529 000 <box>617 243 652 250</box>
exchange-table <box>764 468 972 510</box>
divider <box>554 636 736 637</box>
table-cell: 624 000 <box>652 264 687 271</box>
table-cell: 1 101 000 <box>617 257 652 264</box>
table-cell: 4 1/2 % Kriegsanl. <box>764 475 883 482</box>
table-cell: 54 7/8 <box>883 468 927 475</box>
table-row <box>534 285 756 292</box>
divider <box>326 622 504 623</box>
table-row <box>764 503 972 510</box>
table-row <box>534 278 756 285</box>
article-body: Zürich, 30. Oktbr. Wechselkurse: Berlin 65,50, Wien 41,25, Paris 80,50, London 22,35. New York, 30. Oktbr. Die Aufwärtsbewegung der Kurse hat sich fortgesetzt. Zürich, 30. Oktbr. Wechselkurse: Berlin 65,50, Wien 41,25, Paris 80,50, London 22,35. New York, 30. Oktbr. Die Aufwärtsbewegung der Kurse hat sich fortgesetzt. Zürich, 30. Oktbr. Wechselkurse: Berlin 65,50, Wien 41,25, Paris 80,50, London 22,35. New York, 30. Oktbr. Die Aufwärtsbewegung der Kurse hat sich fortgesetzt. Zürich, 30. Oktbr. Wechselkurse: Berlin 65,50, Wien 41,25, Paris 80,50, London 22,35. New York, 30. Oktbr. Die Aufwärtsbewegung der Kurse hat sich fortgesetzt. Hamburg, 31. Oktbr. Die Kaffee-Zufuhren in Rio und Santos betrugen in der Vorwoche zusammen 189 000 Sack gegen 246 000 Sack im Vorjahr. Hamburg, 31. Oktbr. Die Kaffee-Zufuhren in Rio und Santos betrugen in der Vorwoche zusammen 189 000 Sack gegen 246 000 Sack im Vorjahr. Hamburg, 31. Oktbr. Die Kaffee-Zufuhren in Rio und Santos betrugen in der Vorwoche zusammen 189 000 Sack gegen 246 000 Sack im Vorjahr. Hamburg, 31. Oktbr. Die Kaffee-Zufuhren in Rio und Santos betrugen in der Vorwoche zusammen 189 000 Sack gegen 246 000 Sack im Vorjahr. <box>764 513 972 674</box>
table-cell: 89 <box>928 482 972 489</box>
table-cell: 56 000 <box>687 278 722 285</box>
table-cell: 61 000 <box>617 278 652 285</box>
divider <box>534 151 756 153</box>
table-cell: Erzförderung <box>534 243 617 250</box>
table-cell: 112 000 <box>617 285 652 292</box>
table-cell: 506 000 <box>652 271 687 278</box>
article-body: Berlin, 31. Oktbr. (W. B.) Die 400jährige Wiederkehr des Reformationstages wurde in Berlin mit großen Festlichkeiten begangen. Zu diesen Feiern wurde der Kaiser erwartet. Im Dom fand ein Festgottesdienst statt, an dem die Mitglieder des Königlichen Hauses teilnahmen. Die 400jährige Wiederkehr des Reformationstages wurde in Berlin mit großen Festlichkeiten begangen. Zu diesen Feiern wurde der Kaiser erwartet. Im Dom fand ein Festgottesdienst statt, an dem die Mitglieder des Königlichen Hauses teilnahmen. Die 400jährige Wiederkehr des Reformationstages wurde in Berlin mit großen Festlichkeiten begangen. Zu diesen Feiern wurde der Kaiser erwartet. Im Dom fand ein Festgottesdienst statt, an dem die Mitglieder des Königlichen Hauses teilnahmen. <box>306 646 524 738</box>
table-cell: 754 000 <box>687 271 722 278</box>
article-body: N Berlin, 31. Oktbr. (Priv.-Tel.) Der Unterstaatssekretär im Handelsministerium Dr. Göppert teilt nunmehr mit, daß die Zeichnungen auf die Kriegsanleihe bei der preußischen Zentralgenossenschaftskasse erfreulichen Umfang angenommen haben. N Berlin, 31. Oktbr. (Priv.-Tel.) Die sämtlichen Kriegszeichnungen der Sparkassen haben in ihrem ganzen Umfange erheblich mehr ergeben als bei der vorhergehenden Anleihe. N Berlin, 31. Oktbr. (Priv.-Tel.) Der Unterstaatssekretär im Handelsministerium Dr. Göppert teilt nunmehr mit, daß die Zeichnungen auf die Kriegsanleihe bei der preußischen Zentralgenossenschaftskasse erfreulichen Umfang angenommen haben. N Berlin, 31. Oktbr. (Priv.-Tel.) Die sämtlichen Kriegszeichnungen der Sparkassen haben in ihrem ganzen Umfange erheblich mehr ergeben als bei der vorhergehenden Anleihe. N Berlin, 31. Oktbr. (Priv.-Tel.) Der Unterstaatssekretär im Handelsministerium Dr. Göppert teilt nunmehr mit, daß die Zeichnungen auf die Kriegsanleihe bei der preußischen Zentralgenossenschaftskasse erfreulichen Umfang angenommen haben. <box>92 2091 292 2232</box>
table-cell: Koksherstellung <box>534 250 617 257</box>
table-cell: 504 000 <box>617 250 652 257</box>
dateline: Berlin, 31. Oktbr. (W. B.) <box>98 119 171 125</box>
table-cell: 3 288 400 <box>721 243 756 250</box>
article-body: Ver. Hüttenwerke Burbach-Eich-Düdelingen A.-G., Düdelingen (Luxemburg). Dem uns erst nach der Generalversammlung zugegangenen Bericht des mit dem Eschweiler Bergwerksverein in Interessengemeinschaft stehenden Unternehmens ist zu entnehmen, daß der Umsatz in dem Geschäftsjahr 1916/17 gegenüber dem Vorjahr erheblich gestiegen ist. Ver. Hüttenwerke Burbach-Eich-Düdelingen A.-G., Düdelingen (Luxemburg). Dem uns erst nach der Generalversammlung zugegangenen Bericht des mit dem Eschweiler Bergwerksverein in Interessengemeinschaft stehenden Unternehmens ist zu entnehmen, daß der Umsatz in dem Geschäftsjahr 1916/17 gegenüber dem Vorjahr erheblich gestiegen ist. <box>534 157 756 232</box>
column-rule <box>759 80 760 1435</box>
column-4 <box>764 84 972 1434</box>
table-cell: 720 000 <box>721 271 756 278</box>
section-headline: Drahtmeldungen. <box>570 641 720 660</box>
table-cell: 81 000 <box>652 285 687 292</box>
table-row <box>534 243 756 250</box>
table-row <box>534 264 756 271</box>
table-title: London, 30. Oktbr. Fondsbörse. <box>826 457 910 464</box>
article-headline: Havenstein über die 7. Kriegsanleihe. <box>115 86 269 114</box>
column-3 <box>534 84 756 1434</box>
table-header-cell: 1913/14 <box>617 236 652 243</box>
table-cell: 1 006 000 <box>721 257 756 264</box>
table-row <box>534 250 756 257</box>
table-cell: 680 000 <box>652 257 687 264</box>
table-cell: 513 000 <box>687 250 722 257</box>
table-cell: Japaner <box>764 496 883 503</box>
page-number: Seite 2 Nummer 302 <box>90 62 218 75</box>
table-cell: 19/3 <box>928 503 972 510</box>
table-cell: 2 1/2 % Consols <box>764 468 883 475</box>
table-cell: Elektrizität <box>534 285 617 292</box>
section-headline: Frankfurter Handelsblatt. <box>572 86 718 130</box>
table-cell: 3 082 000 <box>687 243 722 250</box>
page-header <box>90 60 970 80</box>
table-cell: 79 <box>928 496 972 503</box>
divider <box>326 519 504 520</box>
table-cell: Chartered <box>764 503 883 510</box>
section-headline: Frankfurter Angelegenheiten. <box>341 748 489 785</box>
article-body: Wien, 31. Oktbr. (W. B.) Laut amtlicher Kundmachung vom 1. November werden auf die siebente österreichische Kriegsanleihe Zeichnungen angenommen. Die Anleihe wird zum Kurse von 92,50 ausgegeben und ist mit 5 1/2 Prozent verzinslich. Die Zeichnungsfrist läuft bis zum 5. Dezember. Laut amtlicher Kundmachung vom 1. November werden auf die siebente österreichische Kriegsanleihe Zeichnungen angenommen. Die Anleihe wird zum Kurse von 92,50 ausgegeben und ist mit 5 1/2 Prozent verzinslich. Die Zeichnungsfrist läuft bis zum 5. Dezember. <box>306 556 524 617</box>
column-rule <box>299 80 300 1435</box>
table-cell: 1 020 000 <box>687 257 722 264</box>
table-row <box>764 475 972 482</box>
table-cell: 31 000 <box>652 278 687 285</box>
table-cell: 97 000 <box>721 285 756 292</box>
column-rule <box>528 80 529 1435</box>
table-cell: 995 000 <box>617 264 652 271</box>
table-row <box>534 257 756 264</box>
table-header-cell: 1915/16 <box>687 236 722 243</box>
article-body: Pferderennen zu Dresden. Preis von Röhrsdorf. 1. Pfaffenstall, 2. Wahrheit, 3. Landmann. Totalisator: Sieg 19:10, Platz 12, 15:10. Ehrenpreis. 1. Dubarry, 2. Marschall, 3. Nixe. Pferderennen zu Dresden. Preis von Röhrsdorf. 1. Pfaffenstall, 2. Wahrheit, 3. Landmann. Totalisator: Sieg 19:10, Platz 12, 15:10. Ehrenpreis. 1. Dubarry, 2. Marschall, 3. Nixe. Pferderennen zu Dresden. Preis von Röhrsdorf. 1. Pfaffenstall, 2. Wahrheit, 3. Landmann. Totalisator: Sieg 19:10, Platz 12, 15:10. Ehrenpreis. 1. Dubarry, 2. Marschall, 3. Nixe. <box>306 1042 524 1112</box>
table-cell: 98 000 <box>687 285 722 292</box>
table-cell: 2 148 000 <box>652 243 687 250</box>
divider <box>326 743 504 744</box>
article-headline: Die Reformationsfeier. <box>338 627 492 642</box>
table-cell: 54 7/8 <box>928 468 972 475</box>
divider <box>112 2087 272 2088</box>
table-cell: 806 000 <box>617 271 652 278</box>
table-cell: Argentinier <box>764 482 883 489</box>
section-headline: Sport. <box>394 1023 436 1038</box>
table-row <box>764 489 972 496</box>
